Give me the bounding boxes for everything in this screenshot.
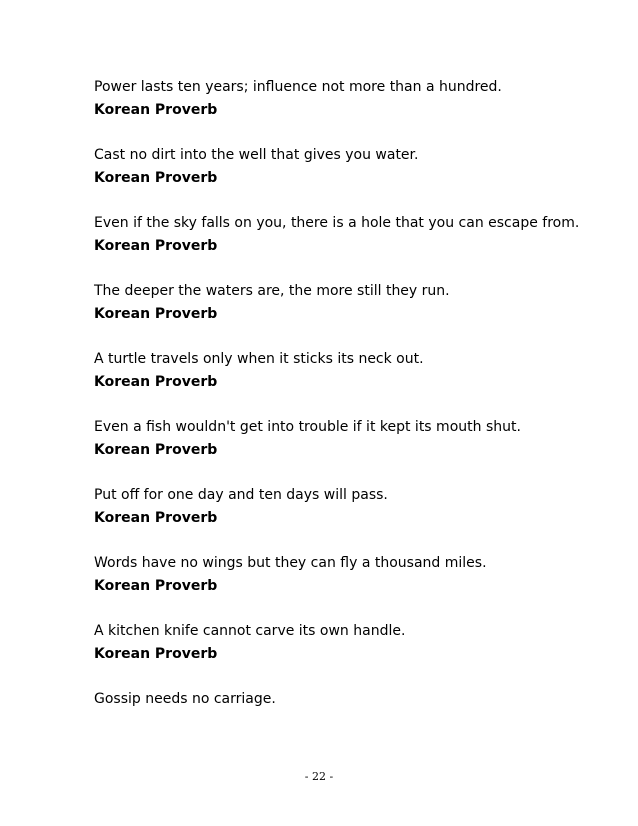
- proverb-attribution: Korean Proverb: [94, 578, 218, 594]
- page-number: - 22 -: [304, 770, 334, 783]
- proverb-text: Cast no dirt into the well that gives you water.: [94, 147, 419, 163]
- proverb-attribution: Korean Proverb: [94, 442, 218, 458]
- proverb-text: Even a fish wouldn't get into trouble if it kept its mouth shut.: [94, 419, 521, 435]
- proverb-entry: [94, 280, 594, 326]
- proverb-attribution: Korean Proverb: [94, 306, 218, 322]
- proverb-attribution: Korean Proverb: [94, 374, 218, 390]
- proverb-entry: [94, 348, 594, 394]
- proverb-text: Gossip needs no carriage.: [94, 691, 276, 707]
- proverb-text: Power lasts ten years; influence not more than a hundred.: [94, 79, 502, 95]
- proverb-entry: [94, 484, 594, 530]
- proverb-entry: [94, 688, 594, 711]
- proverb-text: Words have no wings but they can fly a thousand miles.: [94, 555, 487, 571]
- proverb-text: A kitchen knife cannot carve its own handle.: [94, 623, 406, 639]
- proverb-attribution: Korean Proverb: [94, 510, 218, 526]
- proverb-text: Put off for one day and ten days will pass.: [94, 487, 388, 503]
- proverb-entry: [94, 552, 594, 598]
- proverb-text: A turtle travels only when it sticks its neck out.: [94, 351, 424, 367]
- proverb-attribution: Korean Proverb: [94, 102, 218, 118]
- proverb-entry: [94, 212, 594, 258]
- proverb-text: Even if the sky falls on you, there is a hole that you can escape from.: [94, 215, 580, 231]
- proverb-list: [94, 76, 594, 733]
- proverb-attribution: Korean Proverb: [94, 646, 218, 662]
- proverb-attribution: Korean Proverb: [94, 170, 218, 186]
- proverb-entry: [94, 144, 594, 190]
- proverb-entry: [94, 416, 594, 462]
- proverb-attribution: Korean Proverb: [94, 238, 218, 254]
- proverb-entry: [94, 620, 594, 666]
- proverb-entry: [94, 76, 594, 122]
- proverb-text: The deeper the waters are, the more still they run.: [94, 283, 450, 299]
